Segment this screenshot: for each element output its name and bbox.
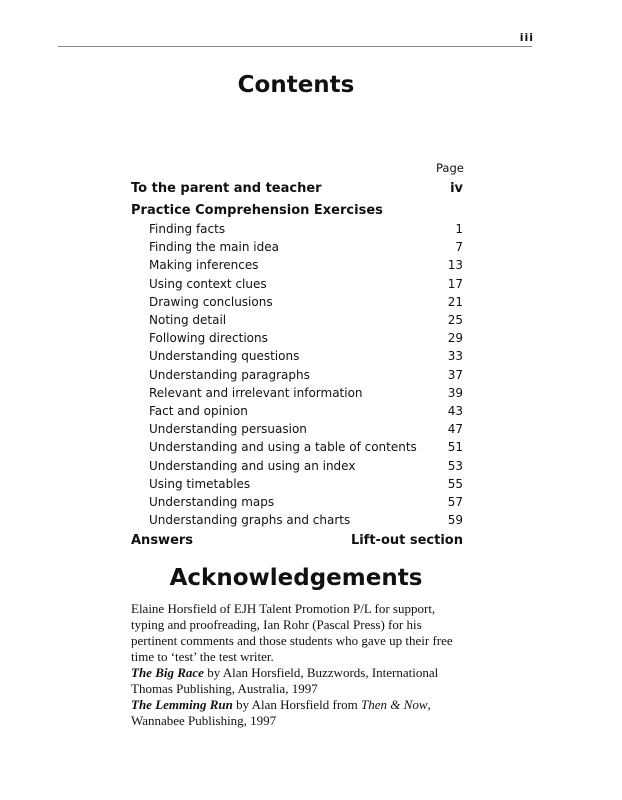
- acknowledgements-paragraph: Elaine Horsfield of EJH Talent Promotion P/L for support, typing and proofreading, Ian Rohr (Pascal Press) for his pertinent comments and those students who gave up their free time to ‘test’ the test writer.: [131, 601, 453, 664]
- toc-entry-page: 39: [447, 385, 463, 400]
- reference-title: The Lemming Run: [131, 697, 233, 712]
- toc-section-label: Practice Comprehension Exercises: [131, 203, 383, 218]
- toc-entry: [149, 477, 463, 491]
- acknowledgements-reference: [131, 697, 471, 729]
- toc-entry-label: Following directions: [149, 331, 268, 346]
- toc-entry-label: Understanding paragraphs: [149, 367, 310, 382]
- acknowledgements-body: [131, 601, 471, 729]
- reference-details: , Wannabee Publishing, 1997: [131, 697, 431, 728]
- reference-details: by Alan Horsfield, Buzzwords, International Thomas Publishing, Australia, 1997: [131, 665, 439, 696]
- toc-entry: [149, 368, 463, 382]
- toc-entry-label: Making inferences: [149, 258, 259, 273]
- toc-entry-parent-teacher: [131, 181, 463, 196]
- toc-entry: [149, 295, 463, 309]
- toc-entry: [149, 331, 463, 345]
- toc-entry-page: 43: [447, 404, 463, 418]
- reference-details: by Alan Horsfield from: [232, 697, 362, 712]
- toc-entry-label: Drawing conclusions: [149, 294, 273, 309]
- toc-entry-page: 53: [447, 458, 463, 473]
- toc-entry: [149, 404, 463, 418]
- page-number: iii: [519, 31, 534, 44]
- toc-entry-label: Understanding and using an index: [149, 458, 356, 473]
- toc-entry: [149, 422, 463, 436]
- toc-entry-label: Using context clues: [149, 276, 267, 291]
- toc-entry-page: 17: [447, 276, 463, 291]
- toc-entry-page: 1: [455, 222, 463, 236]
- toc-entry-answers: [131, 533, 463, 548]
- toc-entry-page: 25: [447, 313, 463, 327]
- reference-source: Then & Now: [361, 697, 428, 712]
- page-column-label: Page: [436, 161, 464, 175]
- contents-title: Contents: [237, 72, 355, 98]
- toc-entry: [149, 386, 463, 400]
- toc-entry-label: Understanding maps: [149, 495, 275, 509]
- toc-entry-label: Understanding persuasion: [149, 422, 307, 437]
- toc-entry-label: Relevant and irrelevant information: [149, 385, 363, 400]
- toc-entry-page: 21: [447, 294, 463, 309]
- toc-entry-page: iv: [450, 181, 463, 196]
- toc-entry: [149, 240, 463, 254]
- toc-entry-page: 33: [447, 349, 463, 364]
- toc-entry: [149, 459, 463, 473]
- toc-entry-label: To the parent and teacher: [131, 181, 322, 196]
- toc-entry: [149, 440, 463, 454]
- toc-entry: [149, 258, 463, 272]
- toc-entry-page: 29: [447, 331, 463, 346]
- toc-entry-label: Noting detail: [149, 313, 227, 327]
- toc-entry-label: Fact and opinion: [149, 404, 248, 418]
- toc-entry-page: Lift-out section: [350, 533, 463, 548]
- toc-entry: [149, 495, 463, 509]
- toc-entry-page: 37: [447, 367, 463, 382]
- toc-entry: [149, 513, 463, 527]
- header-rule: [58, 46, 532, 47]
- toc-entry: [149, 349, 463, 363]
- toc-entry-label: Understanding graphs and charts: [149, 513, 351, 528]
- toc-entry-label: Using timetables: [149, 476, 251, 491]
- toc-entry-label: Understanding and using a table of contents: [149, 440, 417, 455]
- toc-entry-label: Finding facts: [149, 222, 226, 236]
- toc-entry-page: 57: [447, 495, 463, 509]
- toc-entry-page: 13: [447, 258, 463, 273]
- acknowledgements-title: Acknowledgements: [169, 565, 423, 591]
- toc-entry-page: 47: [447, 422, 463, 437]
- toc-section-heading: [131, 203, 463, 218]
- toc-entry: [149, 277, 463, 291]
- toc-entry: [149, 313, 463, 327]
- toc-entry-label: Understanding questions: [149, 349, 300, 364]
- acknowledgements-reference: [131, 665, 471, 697]
- toc-entry-page: 7: [455, 240, 463, 255]
- toc-entry-label: Answers: [131, 533, 194, 548]
- reference-title: The Big Race: [131, 665, 204, 680]
- toc-entry: [149, 222, 463, 236]
- toc-entry-page: 51: [447, 440, 463, 455]
- toc-entry-page: 59: [447, 513, 463, 528]
- toc-entry-label: Finding the main idea: [149, 240, 279, 255]
- toc-entry-page: 55: [447, 476, 463, 491]
